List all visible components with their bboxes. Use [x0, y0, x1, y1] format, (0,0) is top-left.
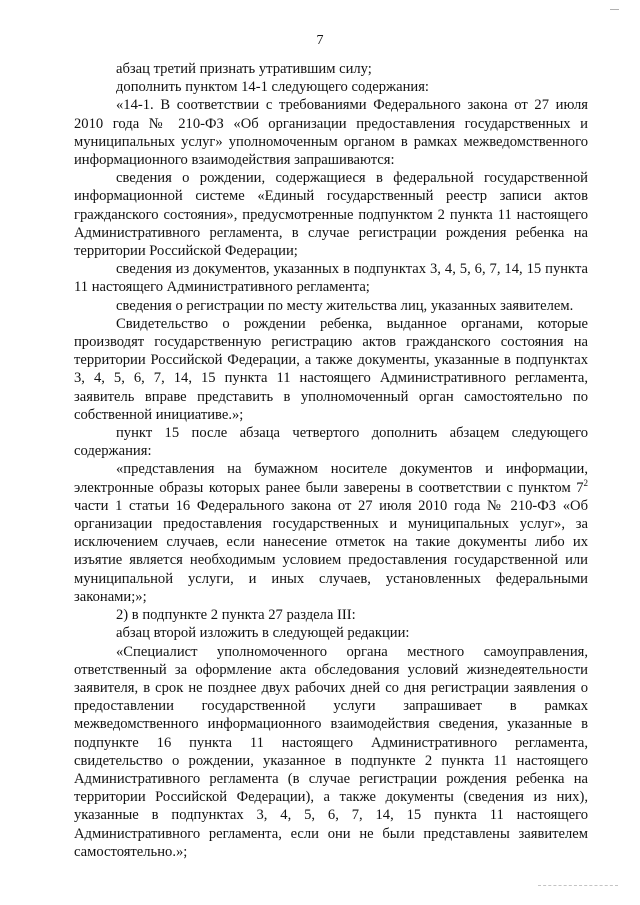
paragraph-text: части 1 статьи 16 Федерального закона от 27 июля 2010 года № 210-ФЗ «Об организации предоставления государственных и муниципальных услуг», за исключением случаев, если нанесение отметок на такие документы либо их изъятие является необходимым условием предоставления государственной или муниципальной услуги, и иных случаев, установленных федеральными законами;»; — [74, 497, 588, 605]
paragraph-with-superscript — [74, 460, 588, 606]
document-body — [74, 60, 588, 861]
superscript: 2 — [583, 477, 588, 488]
paragraph: «14-1. В соответствии с требованиями Федерального закона от 27 июля 2010 года № 210-ФЗ «Об организации предоставления государственных и муниципальных услуг» уполномоченным органом в рамках межведомственного информационного взаимодействия запрашиваются: — [74, 97, 588, 169]
footer-line — [538, 885, 618, 886]
corner-mark — [610, 9, 619, 10]
paragraph-text: «представления на бумажном носителе документов и информации, электронные образы которых ранее были заверены в соответствии с пунктом 7 — [74, 461, 588, 496]
paragraph: дополнить пунктом 14-1 следующего содержания: — [116, 79, 429, 96]
paragraph: 2) в подпункте 2 пункта 27 раздела III: — [116, 607, 356, 624]
paragraph: Свидетельство о рождении ребенка, выданное органами, которые производят государственную регистрацию актов гражданского состояния на территории Российской Федерации, а также документы, указанные в подпунктах 3, 4, 5, 6, 7, 14, 15 пункта 11 настоящего Административного регламента, заявитель вправе представить в уполномоченный орган самостоятельно по собственной инициативе.»; — [74, 315, 588, 423]
paragraph: сведения о рождении, содержащиеся в федеральной государственной информационной системе «Единый государственный реестр записи актов гражданского состояния», предусмотренные подпунктом 2 пункта 11 настоящего Административного регламента, в случае регистрации рождения ребенка на территории Российской Федерации; — [74, 170, 588, 260]
paragraph: «Специалист уполномоченного органа местного самоуправления, ответственный за оформление акта обследования условий жизнедеятельности заявителя, в срок не позднее двух рабочих дней со дня регистрации заявления о предоставлении государственной услуги запрашивает в рамках межведомственного информационного взаимодействия сведения, указанные в подпункте 16 пункта 11 настоящего Административного регламента, свидетельство о рождении, указанное в подпункте 2 пункта 11 настоящего Административного регламента (в случае регистрации рождения ребенка на территории Российской Федерации), а также документы (сведения из них), указанные в подпунктах 3, 4, 5, 6, 7, 14, 15 пункта 11 настоящего Административного регламента, если они не были представлены заявителем самостоятельно.»; — [74, 643, 588, 860]
paragraph: сведения из документов, указанных в подпунктах 3, 4, 5, 6, 7, 14, 15 пункта 11 настоящего Административного регламента; — [74, 261, 588, 296]
paragraph: пункт 15 после абзаца четвертого дополнить абзацем следующего содержания: — [74, 425, 588, 460]
paragraph: абзац третий признать утратившим силу; — [116, 61, 372, 77]
paragraph: сведения о регистрации по месту жительства лиц, указанных заявителем. — [116, 297, 574, 314]
paragraph: абзац второй изложить в следующей редакции: — [116, 625, 410, 642]
page-number: 7 — [316, 33, 324, 48]
